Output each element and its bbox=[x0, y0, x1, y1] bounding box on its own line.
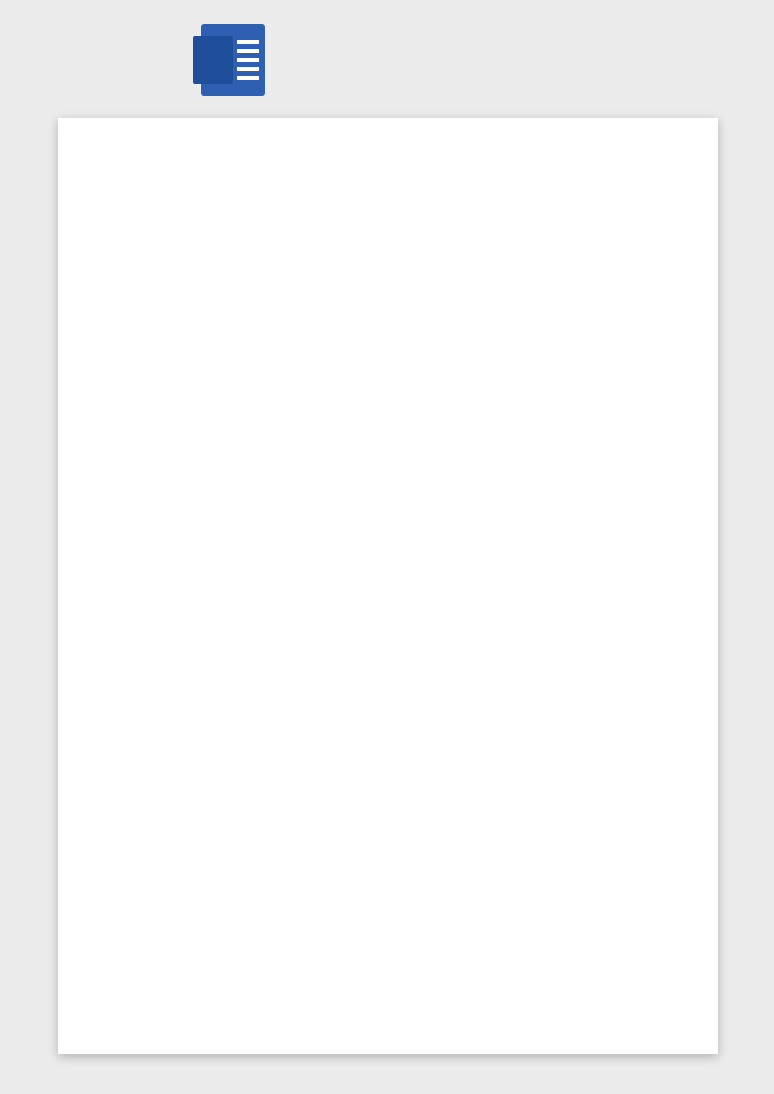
document-header bbox=[0, 0, 774, 118]
word-document-icon bbox=[193, 24, 265, 96]
document-page bbox=[58, 118, 718, 1054]
